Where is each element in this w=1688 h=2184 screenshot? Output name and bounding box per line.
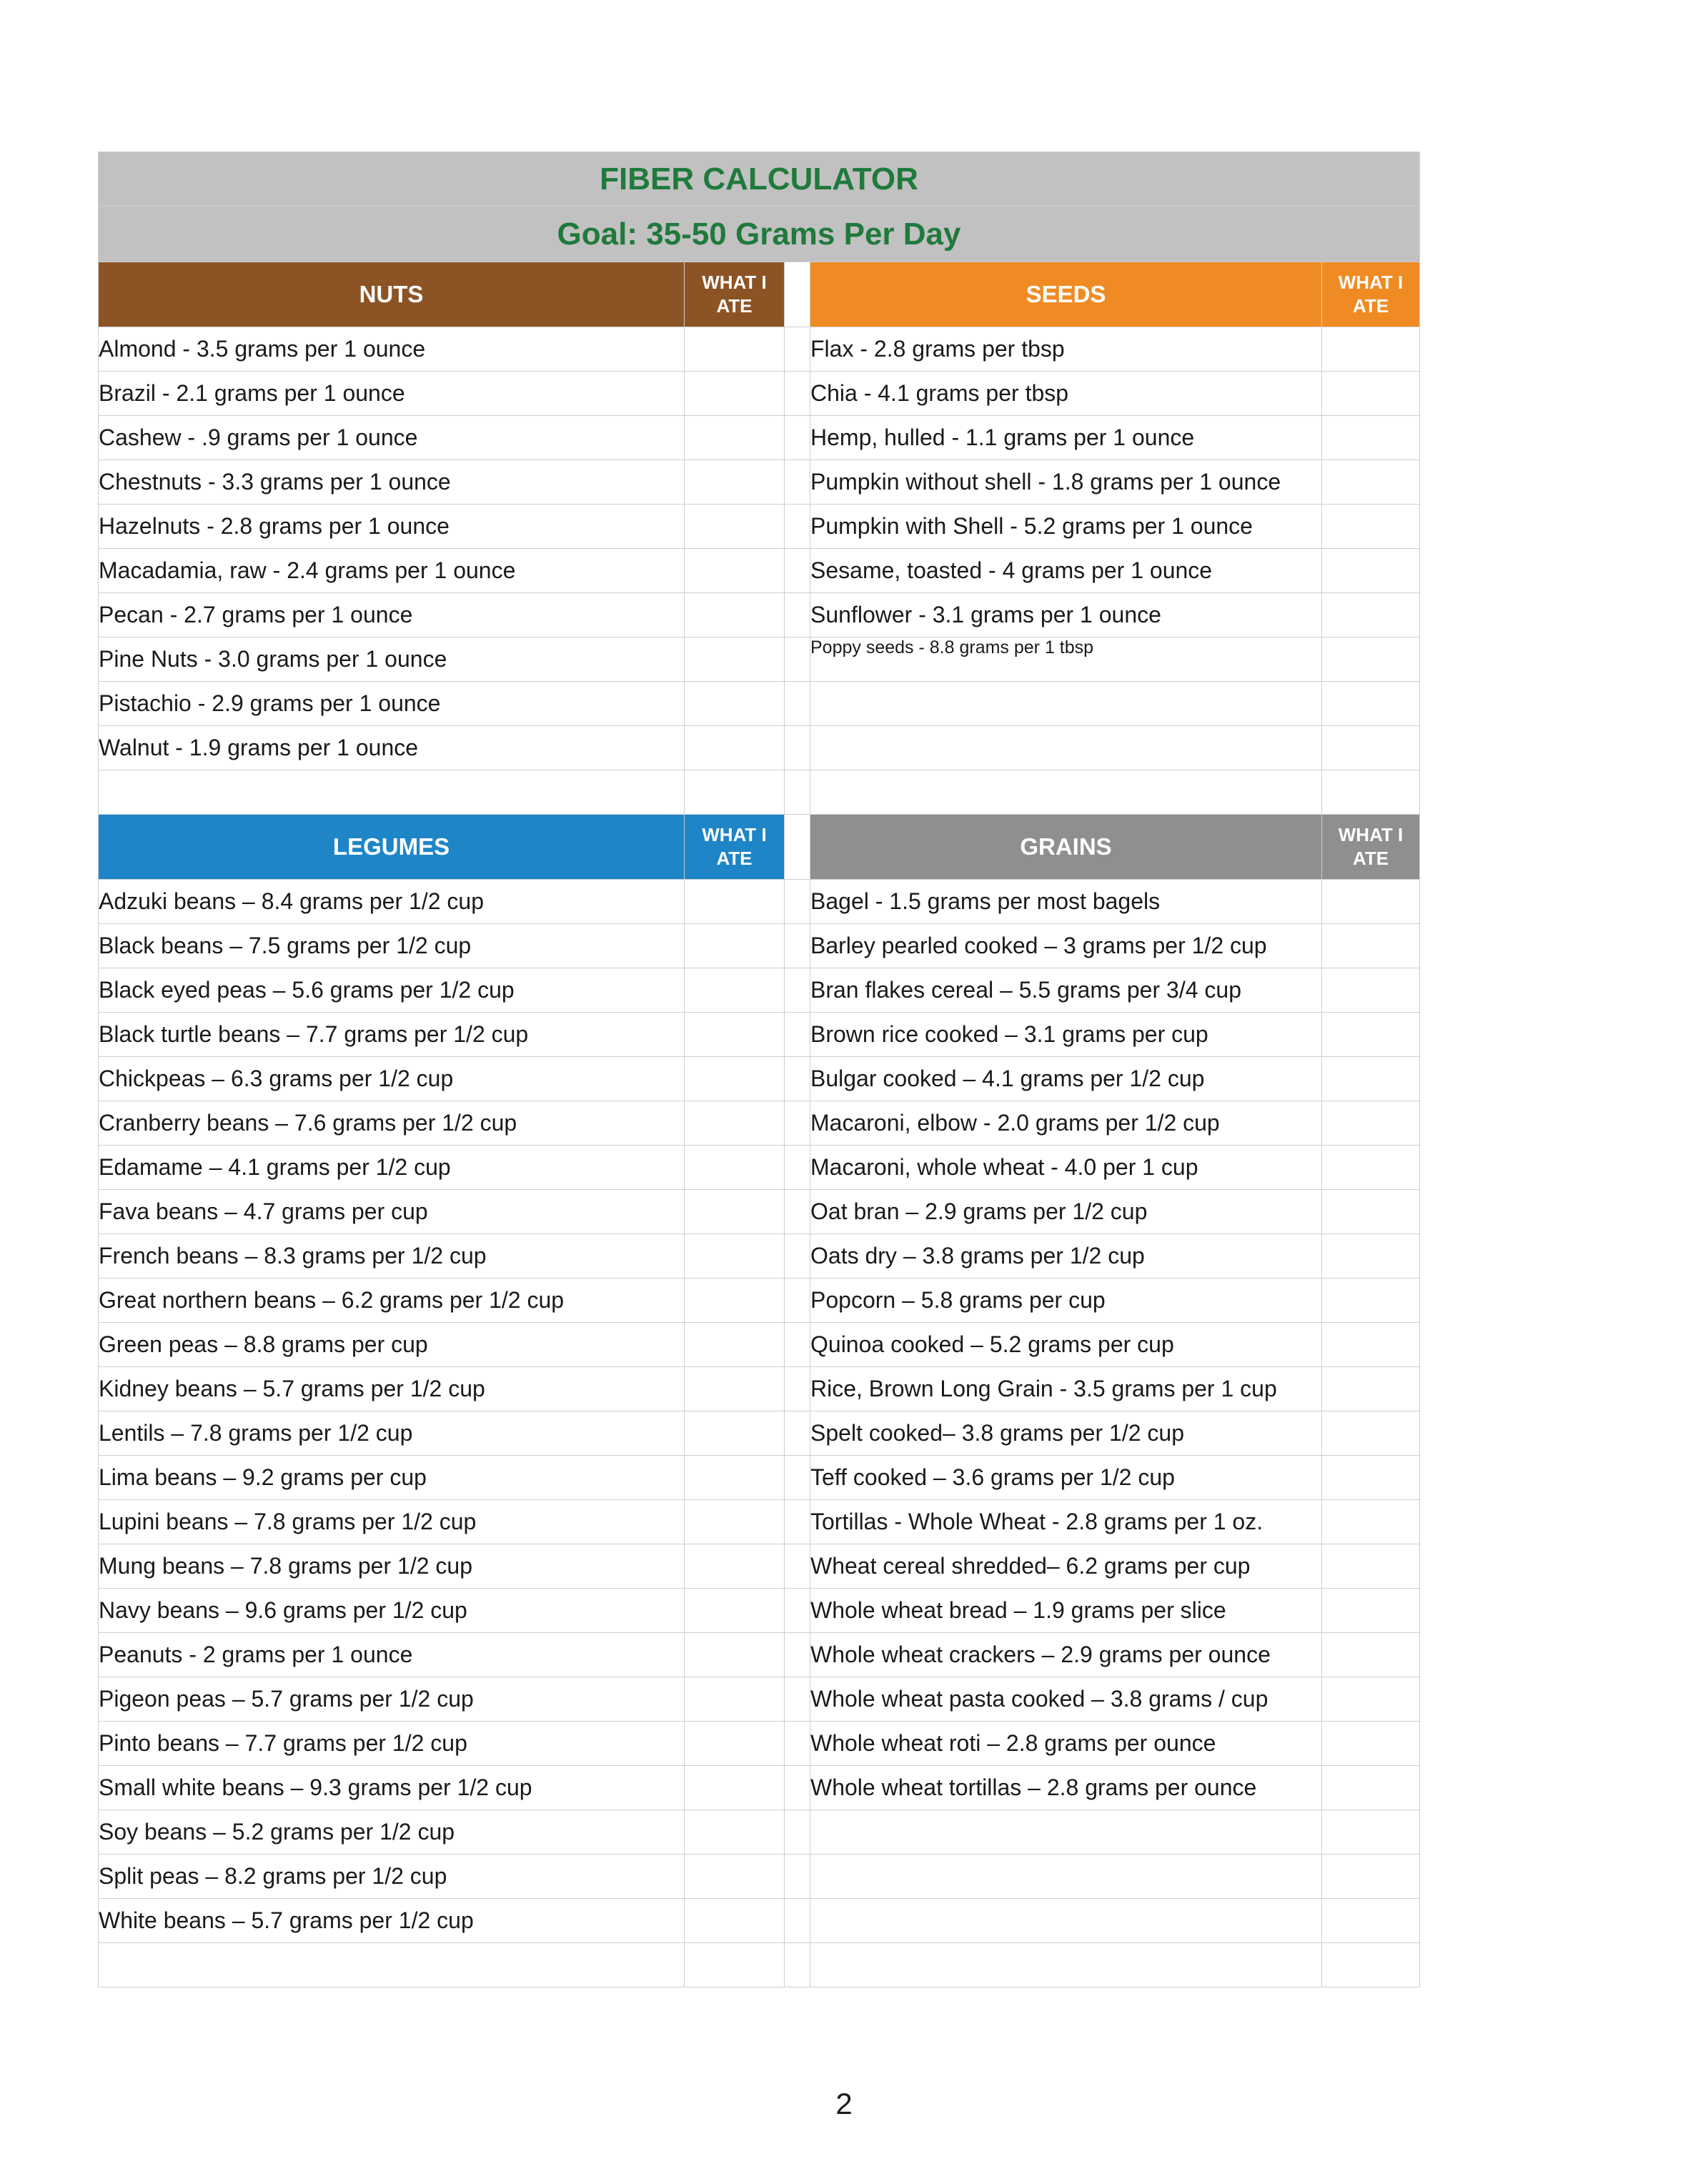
nuts-item: Walnut - 1.9 grams per 1 ounce: [99, 726, 685, 770]
legumes-item: White beans – 5.7 grams per 1/2 cup: [99, 1899, 685, 1943]
grains-item: Tortillas - Whole Wheat - 2.8 grams per 1 oz.: [810, 1500, 1322, 1544]
table-row: [99, 1633, 1420, 1677]
grains-item: Macaroni, elbow - 2.0 grams per 1/2 cup: [810, 1101, 1322, 1146]
column-gap: [785, 1456, 810, 1500]
nuts-item: Almond - 3.5 grams per 1 ounce: [99, 327, 685, 372]
grains-what-i-ate-cell[interactable]: [1322, 1456, 1420, 1500]
column-gap: [785, 726, 810, 770]
grains-item: Oats dry – 3.8 grams per 1/2 cup: [810, 1234, 1322, 1279]
grains-item: Bagel - 1.5 grams per most bagels: [810, 880, 1322, 924]
column-gap: [785, 262, 810, 327]
grains-what-i-ate-cell[interactable]: [1322, 1899, 1420, 1943]
nuts-what-i-ate-cell[interactable]: [685, 593, 785, 637]
grains-what-i-ate-cell[interactable]: [1322, 1500, 1420, 1544]
seeds-item: Sunflower - 3.1 grams per 1 ounce: [810, 593, 1322, 637]
seeds-what-i-ate-cell[interactable]: [1322, 682, 1420, 726]
seeds-what-i-ate-cell[interactable]: [1322, 327, 1420, 372]
column-gap: [785, 770, 810, 815]
grains-header: GRAINS: [810, 815, 1322, 880]
seeds-item: Flax - 2.8 grams per tbsp: [810, 327, 1322, 372]
grains-what-i-ate-cell[interactable]: [1322, 1411, 1420, 1456]
column-gap: [785, 1367, 810, 1411]
legumes-what-i-ate-cell[interactable]: [685, 1057, 785, 1101]
grains-what-i-ate-cell[interactable]: [1322, 880, 1420, 924]
table-row: [99, 726, 1420, 770]
column-gap: [785, 1190, 810, 1234]
legumes-item: Black eyed peas – 5.6 grams per 1/2 cup: [99, 968, 685, 1013]
legumes-what-i-ate-cell[interactable]: [685, 1190, 785, 1234]
nuts-item: Macadamia, raw - 2.4 grams per 1 ounce: [99, 549, 685, 593]
table-row: [99, 1367, 1420, 1411]
column-gap: [785, 1589, 810, 1633]
grains-item: Spelt cooked– 3.8 grams per 1/2 cup: [810, 1411, 1322, 1456]
nuts-item: Chestnuts - 3.3 grams per 1 ounce: [99, 460, 685, 505]
legumes-item: Navy beans – 9.6 grams per 1/2 cup: [99, 1589, 685, 1633]
legumes-what-i-ate-cell[interactable]: [685, 1544, 785, 1589]
grains-item: Teff cooked – 3.6 grams per 1/2 cup: [810, 1456, 1322, 1500]
seeds-item: Sesame, toasted - 4 grams per 1 ounce: [810, 549, 1322, 593]
column-gap: [785, 682, 810, 726]
seeds-item: Poppy seeds - 8.8 grams per 1 tbsp: [810, 637, 1322, 682]
grains-what-i-ate-header: WHAT I ATE: [1322, 815, 1420, 880]
nuts-what-i-ate-cell[interactable]: [685, 505, 785, 549]
column-gap: [785, 1234, 810, 1279]
column-gap: [785, 1633, 810, 1677]
nuts-item: Pecan - 2.7 grams per 1 ounce: [99, 593, 685, 637]
legumes-what-i-ate-cell[interactable]: [685, 1677, 785, 1722]
grains-item: [810, 1899, 1322, 1943]
grains-item: Barley pearled cooked – 3 grams per 1/2 cup: [810, 924, 1322, 968]
table-row: [99, 1810, 1420, 1855]
grains-what-i-ate-cell[interactable]: [1322, 1722, 1420, 1766]
seeds-what-i-ate-cell[interactable]: [1322, 416, 1420, 460]
column-gap: [785, 1544, 810, 1589]
nuts-header: NUTS: [99, 262, 685, 327]
seeds-what-i-ate-cell[interactable]: [1322, 726, 1420, 770]
table-row: [99, 1456, 1420, 1500]
legumes-item: Split peas – 8.2 grams per 1/2 cup: [99, 1855, 685, 1899]
table-row: [99, 1101, 1420, 1146]
legumes-item: Black turtle beans – 7.7 grams per 1/2 cup: [99, 1013, 685, 1057]
column-gap: [785, 1057, 810, 1101]
legumes-what-i-ate-cell[interactable]: [685, 1810, 785, 1855]
column-gap: [785, 1810, 810, 1855]
column-gap: [785, 460, 810, 505]
table-row: [99, 505, 1420, 549]
table-row: [99, 1234, 1420, 1279]
table-row: [99, 593, 1420, 637]
nuts-what-i-ate-cell[interactable]: [685, 327, 785, 372]
legumes-what-i-ate-cell[interactable]: [685, 1101, 785, 1146]
legumes-item: Adzuki beans – 8.4 grams per 1/2 cup: [99, 880, 685, 924]
grains-item: Brown rice cooked – 3.1 grams per cup: [810, 1013, 1322, 1057]
table-row: [99, 1677, 1420, 1722]
legumes-header: LEGUMES: [99, 815, 685, 880]
column-gap: [785, 968, 810, 1013]
grains-item: Whole wheat crackers – 2.9 grams per ounce: [810, 1633, 1322, 1677]
table-row: [99, 1190, 1420, 1234]
grains-what-i-ate-cell[interactable]: [1322, 1855, 1420, 1899]
legumes-item: Fava beans – 4.7 grams per cup: [99, 1190, 685, 1234]
table-row: [99, 924, 1420, 968]
grains-what-i-ate-cell[interactable]: [1322, 1013, 1420, 1057]
legumes-what-i-ate-cell[interactable]: [685, 1323, 785, 1367]
legumes-item: Lima beans – 9.2 grams per cup: [99, 1456, 685, 1500]
grains-what-i-ate-cell[interactable]: [1322, 1677, 1420, 1722]
legumes-what-i-ate-cell[interactable]: [685, 924, 785, 968]
column-gap: [785, 1411, 810, 1456]
column-gap: [785, 1279, 810, 1323]
legumes-item: Peanuts - 2 grams per 1 ounce: [99, 1633, 685, 1677]
seeds-item: [810, 726, 1322, 770]
grains-what-i-ate-cell[interactable]: [1322, 1943, 1420, 1987]
grains-item: [810, 1943, 1322, 1987]
table-row: [99, 1411, 1420, 1456]
grains-item: Whole wheat pasta cooked – 3.8 grams / cup: [810, 1677, 1322, 1722]
column-gap: [785, 637, 810, 682]
legumes-what-i-ate-cell[interactable]: [685, 1500, 785, 1544]
grains-item: Whole wheat bread – 1.9 grams per slice: [810, 1589, 1322, 1633]
grains-item: Rice, Brown Long Grain - 3.5 grams per 1 cup: [810, 1367, 1322, 1411]
legumes-item: Mung beans – 7.8 grams per 1/2 cup: [99, 1544, 685, 1589]
column-gap: [785, 1766, 810, 1810]
column-gap: [785, 1677, 810, 1722]
page-number: 2: [835, 2087, 853, 2120]
seeds-what-i-ate-cell[interactable]: [1322, 770, 1420, 815]
seeds-what-i-ate-header: WHAT I ATE: [1322, 262, 1420, 327]
seeds-what-i-ate-cell[interactable]: [1322, 637, 1420, 682]
grains-item: Macaroni, whole wheat - 4.0 per 1 cup: [810, 1146, 1322, 1190]
grains-item: Bran flakes cereal – 5.5 grams per 3/4 cup: [810, 968, 1322, 1013]
legumes-what-i-ate-cell[interactable]: [685, 1456, 785, 1500]
grains-item: Wheat cereal shredded– 6.2 grams per cup: [810, 1544, 1322, 1589]
legumes-item: Small white beans – 9.3 grams per 1/2 cup: [99, 1766, 685, 1810]
column-gap: [785, 1146, 810, 1190]
seeds-item: Pumpkin with Shell - 5.2 grams per 1 ounce: [810, 505, 1322, 549]
table-row: [99, 1722, 1420, 1766]
seeds-what-i-ate-cell[interactable]: [1322, 505, 1420, 549]
legumes-what-i-ate-cell[interactable]: [685, 1722, 785, 1766]
column-gap: [785, 924, 810, 968]
table-row: [99, 1544, 1420, 1589]
column-gap: [785, 1855, 810, 1899]
grains-what-i-ate-cell[interactable]: [1322, 1190, 1420, 1234]
column-gap: [785, 593, 810, 637]
table-row: [99, 1323, 1420, 1367]
table-row: [99, 1589, 1420, 1633]
grains-what-i-ate-cell[interactable]: [1322, 1544, 1420, 1589]
grains-what-i-ate-cell[interactable]: [1322, 924, 1420, 968]
seeds-what-i-ate-cell[interactable]: [1322, 372, 1420, 416]
legumes-item: Pinto beans – 7.7 grams per 1/2 cup: [99, 1722, 685, 1766]
table-row: [99, 682, 1420, 726]
column-gap: [785, 1323, 810, 1367]
legumes-item: French beans – 8.3 grams per 1/2 cup: [99, 1234, 685, 1279]
nuts-item: [99, 770, 685, 815]
grains-item: [810, 1855, 1322, 1899]
nuts-what-i-ate-cell[interactable]: [685, 770, 785, 815]
seeds-what-i-ate-cell[interactable]: [1322, 460, 1420, 505]
table-row: [99, 416, 1420, 460]
seeds-what-i-ate-cell[interactable]: [1322, 549, 1420, 593]
grains-item: Oat bran – 2.9 grams per 1/2 cup: [810, 1190, 1322, 1234]
table-row: [99, 968, 1420, 1013]
table-row: [99, 1013, 1420, 1057]
legumes-item: Kidney beans – 5.7 grams per 1/2 cup: [99, 1367, 685, 1411]
column-gap: [785, 549, 810, 593]
table-row: [99, 1766, 1420, 1810]
nuts-item: Pistachio - 2.9 grams per 1 ounce: [99, 682, 685, 726]
legumes-what-i-ate-cell[interactable]: [685, 1146, 785, 1190]
grains-what-i-ate-cell[interactable]: [1322, 1101, 1420, 1146]
table-row: [99, 1057, 1420, 1101]
table-row: [99, 770, 1420, 815]
seeds-header: SEEDS: [810, 262, 1322, 327]
legumes-item: [99, 1943, 685, 1987]
grains-what-i-ate-cell[interactable]: [1322, 1766, 1420, 1810]
legumes-what-i-ate-cell[interactable]: [685, 1899, 785, 1943]
legumes-item: Soy beans – 5.2 grams per 1/2 cup: [99, 1810, 685, 1855]
nuts-item: Hazelnuts - 2.8 grams per 1 ounce: [99, 505, 685, 549]
nuts-what-i-ate-cell[interactable]: [685, 682, 785, 726]
grains-item: Popcorn – 5.8 grams per cup: [810, 1279, 1322, 1323]
column-gap: [785, 1013, 810, 1057]
table-row: [99, 1146, 1420, 1190]
nuts-item: Pine Nuts - 3.0 grams per 1 ounce: [99, 637, 685, 682]
page-title: FIBER CALCULATOR: [99, 152, 1420, 207]
column-gap: [785, 880, 810, 924]
legumes-what-i-ate-cell[interactable]: [685, 968, 785, 1013]
nuts-what-i-ate-cell[interactable]: [685, 549, 785, 593]
column-gap: [785, 327, 810, 372]
legumes-what-i-ate-cell[interactable]: [685, 1234, 785, 1279]
grains-what-i-ate-cell[interactable]: [1322, 1589, 1420, 1633]
grains-item: Quinoa cooked – 5.2 grams per cup: [810, 1323, 1322, 1367]
column-gap: [785, 1500, 810, 1544]
column-gap: [785, 372, 810, 416]
table-row: [99, 1855, 1420, 1899]
legumes-item: Lentils – 7.8 grams per 1/2 cup: [99, 1411, 685, 1456]
nuts-what-i-ate-cell[interactable]: [685, 372, 785, 416]
grains-item: Whole wheat roti – 2.8 grams per ounce: [810, 1722, 1322, 1766]
column-gap: [785, 1101, 810, 1146]
legumes-item: Green peas – 8.8 grams per cup: [99, 1323, 685, 1367]
goal-subtitle: Goal: 35-50 Grams Per Day: [99, 207, 1420, 262]
legumes-item: Edamame – 4.1 grams per 1/2 cup: [99, 1146, 685, 1190]
seeds-what-i-ate-cell[interactable]: [1322, 593, 1420, 637]
table-row: [99, 1943, 1420, 1987]
legumes-what-i-ate-cell[interactable]: [685, 880, 785, 924]
column-gap: [785, 505, 810, 549]
seeds-item: [810, 682, 1322, 726]
fiber-calculator-table: [98, 152, 1420, 1987]
column-gap: [785, 416, 810, 460]
nuts-item: Brazil - 2.1 grams per 1 ounce: [99, 372, 685, 416]
legumes-item: Great northern beans – 6.2 grams per 1/2 cup: [99, 1279, 685, 1323]
grains-what-i-ate-cell[interactable]: [1322, 1367, 1420, 1411]
column-gap: [785, 1899, 810, 1943]
seeds-item: Pumpkin without shell - 1.8 grams per 1 ounce: [810, 460, 1322, 505]
seeds-item: Hemp, hulled - 1.1 grams per 1 ounce: [810, 416, 1322, 460]
grains-what-i-ate-cell[interactable]: [1322, 1234, 1420, 1279]
nuts-what-i-ate-header: WHAT I ATE: [685, 262, 785, 327]
legumes-what-i-ate-cell[interactable]: [685, 1013, 785, 1057]
legumes-item: Cranberry beans – 7.6 grams per 1/2 cup: [99, 1101, 685, 1146]
legumes-what-i-ate-cell[interactable]: [685, 1766, 785, 1810]
grains-item: Whole wheat tortillas – 2.8 grams per ounce: [810, 1766, 1322, 1810]
table-row: [99, 460, 1420, 505]
table-row: [99, 637, 1420, 682]
legumes-item: Pigeon peas – 5.7 grams per 1/2 cup: [99, 1677, 685, 1722]
grains-what-i-ate-cell[interactable]: [1322, 1323, 1420, 1367]
table-row: [99, 1899, 1420, 1943]
legumes-item: Lupini beans – 7.8 grams per 1/2 cup: [99, 1500, 685, 1544]
legumes-what-i-ate-cell[interactable]: [685, 1279, 785, 1323]
table-row: [99, 327, 1420, 372]
table-row: [99, 880, 1420, 924]
nuts-what-i-ate-cell[interactable]: [685, 637, 785, 682]
legumes-item: Black beans – 7.5 grams per 1/2 cup: [99, 924, 685, 968]
legumes-what-i-ate-cell[interactable]: [685, 1589, 785, 1633]
legumes-what-i-ate-cell[interactable]: [685, 1943, 785, 1987]
seeds-item: Chia - 4.1 grams per tbsp: [810, 372, 1322, 416]
grains-what-i-ate-cell[interactable]: [1322, 1279, 1420, 1323]
table-row: [99, 1279, 1420, 1323]
table-row: [99, 372, 1420, 416]
grains-item: [810, 1810, 1322, 1855]
legumes-what-i-ate-cell[interactable]: [685, 1367, 785, 1411]
legumes-item: Chickpeas – 6.3 grams per 1/2 cup: [99, 1057, 685, 1101]
nuts-item: Cashew - .9 grams per 1 ounce: [99, 416, 685, 460]
grains-what-i-ate-cell[interactable]: [1322, 1146, 1420, 1190]
legumes-what-i-ate-header: WHAT I ATE: [685, 815, 785, 880]
nuts-what-i-ate-cell[interactable]: [685, 460, 785, 505]
column-gap: [785, 1722, 810, 1766]
legumes-what-i-ate-cell[interactable]: [685, 1411, 785, 1456]
grains-item: Bulgar cooked – 4.1 grams per 1/2 cup: [810, 1057, 1322, 1101]
grains-what-i-ate-cell[interactable]: [1322, 1057, 1420, 1101]
table-row: [99, 549, 1420, 593]
legumes-what-i-ate-cell[interactable]: [685, 1633, 785, 1677]
table-row: [99, 1500, 1420, 1544]
grains-what-i-ate-cell[interactable]: [1322, 1810, 1420, 1855]
legumes-what-i-ate-cell[interactable]: [685, 1855, 785, 1899]
grains-what-i-ate-cell[interactable]: [1322, 968, 1420, 1013]
nuts-what-i-ate-cell[interactable]: [685, 726, 785, 770]
grains-what-i-ate-cell[interactable]: [1322, 1633, 1420, 1677]
nuts-what-i-ate-cell[interactable]: [685, 416, 785, 460]
seeds-item: [810, 770, 1322, 815]
column-gap: [785, 1943, 810, 1987]
column-gap: [785, 815, 810, 880]
